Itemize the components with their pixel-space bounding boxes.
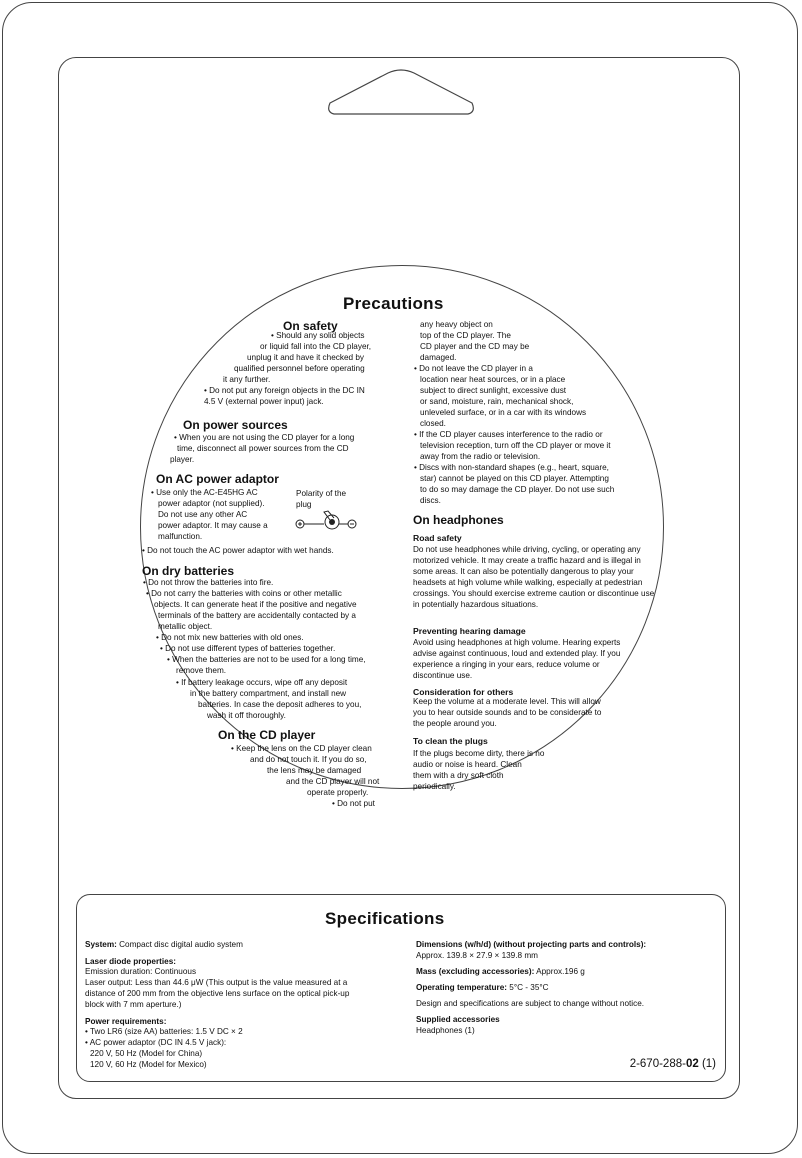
cd-line: any heavy object on	[420, 320, 493, 329]
spec-mass-value: Approx.196 g	[534, 967, 585, 976]
headphones-heading: On headphones	[413, 513, 504, 527]
spec-temperature-label: Operating temperature:	[416, 983, 507, 992]
clean-plugs-line: If the plugs become dirty, there is no	[413, 749, 545, 758]
spec-laser-line: Emission duration: Continuous	[85, 967, 197, 976]
safety-line: or liquid fall into the CD player,	[260, 342, 372, 351]
ac-line: • Do not touch the AC power adaptor with wet hands.	[142, 546, 334, 555]
battery-line: metallic object.	[158, 622, 213, 631]
spec-power-line: 120 V, 60 Hz (Model for Mexico)	[90, 1060, 207, 1069]
battery-line: • Do not carry the batteries with coins or other metallic	[146, 589, 342, 598]
dry-batteries-heading: On dry batteries	[142, 564, 235, 578]
cd-line: • If the CD player causes interference to the radio or	[414, 430, 603, 439]
ac-line: malfunction.	[158, 532, 203, 541]
cd-line: CD player and the CD may be	[420, 342, 530, 351]
cd-line: • Keep the lens on the CD player clean	[231, 744, 372, 753]
spec-power-line: • AC power adaptor (DC IN 4.5 V jack):	[85, 1038, 227, 1047]
cd-line: and the CD player will not	[286, 777, 380, 786]
cd-line: the lens may be damaged	[267, 766, 362, 775]
cd-line: or sand, moisture, rain, mechanical shock,	[420, 397, 574, 406]
spec-system-label: System:	[85, 940, 117, 949]
ac-line: • Use only the AC-E45HG AC	[151, 488, 258, 497]
battery-line: • Do not mix new batteries with old ones.	[156, 633, 304, 642]
spec-laser-line: block with 7 mm aperture.)	[85, 1000, 182, 1009]
cd-line: closed.	[420, 419, 446, 428]
clean-plugs-line: them with a dry soft cloth	[413, 771, 504, 780]
spec-power-line: • Two LR6 (size AA) batteries: 1.5 V DC × 2	[85, 1027, 243, 1036]
ac-adaptor-heading: On AC power adaptor	[156, 472, 279, 486]
power-sources-heading: On power sources	[183, 418, 288, 432]
cd-line: operate properly.	[307, 788, 369, 797]
spec-system-value: Compact disc digital audio system	[116, 940, 243, 949]
cd-line: away from the radio or television.	[420, 452, 541, 461]
spec-laser-line: distance of 200 mm from the objective lens surface on the optical pick-up	[85, 989, 350, 998]
cd-player-heading: On the CD player	[218, 728, 316, 742]
plug-polarity-icon	[294, 508, 360, 534]
safety-line: 4.5 V (external power input) jack.	[204, 397, 324, 406]
polarity-label: Polarity of the	[296, 489, 347, 498]
power-line: • When you are not using the CD player for a long	[174, 433, 355, 442]
polarity-label: plug	[296, 500, 312, 509]
safety-line: • Do not put any foreign objects in the DC IN	[204, 386, 365, 395]
hearing-damage-text: Avoid using headphones at high volume. Hearing experts advise against continuous, loud and extended play. If you experience a ringing in your ears, reduce volume or discontinue use.	[413, 638, 621, 680]
battery-line: • If battery leakage occurs, wipe off any deposit	[176, 678, 348, 687]
part-number	[630, 1058, 716, 1070]
ac-line: power adaptor. It may cause a	[158, 521, 268, 530]
safety-line: unplug it and have it checked by	[247, 353, 364, 362]
part-number-prefix: 2-670-288-	[629, 1058, 686, 1070]
spec-mass	[416, 967, 585, 978]
spec-notice: Design and specifications are subject to change without notice.	[416, 999, 645, 1008]
cd-line: • Do not leave the CD player in a	[414, 364, 533, 373]
cd-line: • Discs with non-standard shapes (e.g., heart, square,	[414, 463, 609, 472]
battery-line: batteries. In case the deposit adheres to you,	[198, 700, 362, 709]
consideration-text: Keep the volume at a moderate level. This will allow you to hear outside sounds and to be considerate to the people around you.	[413, 697, 602, 728]
hearing-damage-heading: Preventing hearing damage	[413, 626, 526, 636]
battery-line: • When the batteries are not to be used for a long time,	[167, 655, 366, 664]
cd-line: damaged.	[420, 353, 457, 362]
safety-line: qualified personnel before operating	[234, 364, 365, 373]
battery-line: wash it off thoroughly.	[207, 711, 286, 720]
spec-laser-label: Laser diode properties:	[85, 957, 176, 966]
consideration-heading: Consideration for others	[413, 687, 514, 697]
battery-line: remove them.	[176, 666, 227, 675]
spec-temperature	[416, 983, 549, 994]
battery-line: • Do not use different types of batteries together.	[160, 644, 336, 653]
battery-line: • Do not throw the batteries into fire.	[143, 578, 274, 587]
safety-line: it any further.	[223, 375, 271, 384]
spec-temperature-value: 5°C - 35°C	[507, 983, 549, 992]
road-safety-text: Do not use headphones while driving, cycling, or operating any motorized vehicle. It may create a traffic hazard and is illegal in some areas. It can also be potentially dangerous to play your headsets at high volume while walking, especially at pedestrian crossings. You should exercise extreme caution or discontinue use in potentially hazardous situations.	[413, 545, 655, 609]
clean-plugs-line: audio or noise is heard. Clean	[413, 760, 522, 769]
power-line: time, disconnect all power sources from the CD	[177, 444, 349, 453]
spec-mass-label: Mass (excluding accessories):	[416, 967, 535, 976]
cd-line: subject to direct sunlight, excessive dust	[420, 386, 567, 395]
cd-line: star) cannot be played on this CD player. Attempting	[420, 474, 609, 483]
spec-system	[85, 940, 243, 951]
cd-line: television reception, turn off the CD player or move it	[420, 441, 611, 450]
battery-line: objects. It can generate heat if the positive and negative	[154, 600, 357, 609]
spec-accessories-label: Supplied accessories	[416, 1015, 500, 1024]
cd-line: location near heat sources, or in a place	[420, 375, 566, 384]
on-safety-heading: On safety	[283, 319, 338, 333]
ac-line: Do not use any other AC	[158, 510, 248, 519]
battery-line: terminals of the battery are accidentally contacted by a	[158, 611, 356, 620]
cd-line: top of the CD player. The	[420, 331, 511, 340]
spec-power-label: Power requirements:	[85, 1017, 167, 1026]
spec-laser-line: Laser output: Less than 44.6 μW (This output is the value measured at a	[85, 978, 348, 987]
power-line: player.	[170, 455, 195, 464]
cd-line: to do so may damage the CD player. Do not use such	[420, 485, 615, 494]
cd-line: and do not touch it. If you do so,	[250, 755, 367, 764]
cd-line: unleveled surface, or in a car with its windows	[420, 408, 587, 417]
clean-plugs-heading: To clean the plugs	[413, 736, 488, 746]
spec-accessories-value: Headphones (1)	[416, 1026, 475, 1035]
part-number-revision: 02	[685, 1058, 699, 1070]
ac-line: power adaptor (not supplied).	[158, 499, 265, 508]
cd-line: discs.	[420, 496, 441, 505]
spec-power-line: 220 V, 50 Hz (Model for China)	[90, 1049, 203, 1058]
spec-dimensions-value: Approx. 139.8 × 27.9 × 139.8 mm	[416, 951, 538, 960]
clean-plugs-line: periodically.	[413, 782, 456, 791]
specifications-title: Specifications	[325, 909, 445, 928]
safety-line: • Should any solid objects	[271, 331, 365, 340]
road-safety-heading: Road safety	[413, 533, 462, 543]
spec-dimensions-label: Dimensions (w/h/d) (without projecting parts and controls):	[416, 940, 647, 949]
battery-line: in the battery compartment, and install new	[190, 689, 347, 698]
cd-line: • Do not put	[332, 799, 375, 808]
part-number-suffix: (1)	[698, 1058, 716, 1070]
precautions-title: Precautions	[343, 294, 444, 313]
